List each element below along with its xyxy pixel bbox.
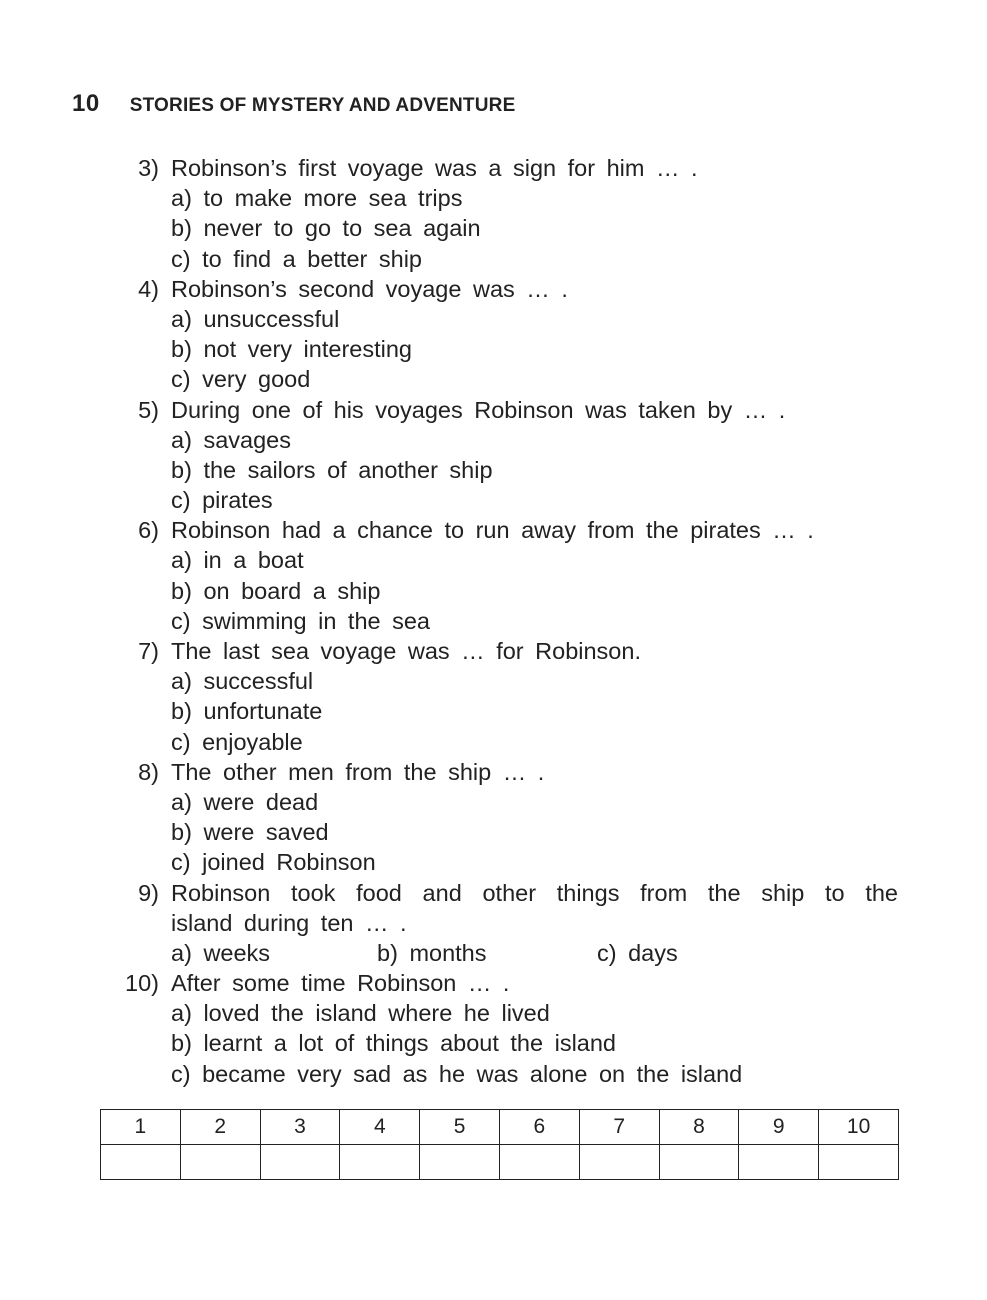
option-4c — [0, 364, 987, 394]
question-4 — [0, 274, 987, 304]
option-text: c) joined Robinson — [171, 849, 376, 876]
option-text: c) days — [597, 939, 678, 966]
answer-header-cell: 1 — [101, 1110, 181, 1145]
answer-table-header-row — [101, 1110, 899, 1145]
question-3 — [0, 153, 987, 183]
answer-cell[interactable] — [819, 1145, 899, 1180]
question-number: 6) — [138, 517, 159, 544]
question-number: 7) — [138, 638, 159, 664]
option-7c — [0, 727, 987, 757]
answer-cell[interactable] — [739, 1145, 819, 1180]
option-5b — [0, 455, 987, 485]
page-number: 10 — [72, 90, 100, 117]
option-text: c) enjoyable — [171, 728, 303, 755]
answer-cell[interactable] — [101, 1145, 181, 1180]
answer-table — [100, 1109, 899, 1180]
option-text: c) became very sad as he was alone on the island — [171, 1060, 743, 1087]
options-9-row — [0, 938, 987, 968]
question-7 — [0, 636, 987, 666]
option-10b — [0, 1028, 987, 1058]
answer-header-cell: 6 — [499, 1110, 579, 1145]
option-8b — [0, 817, 987, 847]
question-text: During one of his voyages Robinson was taken by … . — [171, 396, 786, 423]
option-8c — [0, 847, 987, 877]
question-text: Robinson had a chance to run away from the pirates … . — [171, 517, 814, 544]
option-text: a) to make more sea trips — [171, 185, 463, 212]
question-6 — [0, 515, 987, 545]
question-text: The last sea voyage was … for Robinson. — [171, 638, 641, 664]
option-10c — [0, 1059, 987, 1089]
option-text: c) very good — [171, 366, 311, 393]
option-text: a) successful — [171, 668, 314, 695]
answer-cell[interactable] — [499, 1145, 579, 1180]
answer-header-cell: 2 — [180, 1110, 260, 1145]
option-7b — [0, 696, 987, 726]
question-number: 4) — [138, 275, 159, 302]
question-text: Robinson’s first voyage was a sign for him … . — [171, 155, 698, 181]
option-text: c) swimming in the sea — [171, 607, 430, 634]
option-text: b) never to go to sea again — [171, 215, 481, 242]
question-number: 10) — [125, 970, 159, 997]
option-text: c) to find a better ship — [171, 245, 422, 272]
option-text: b) months — [377, 939, 487, 966]
answer-header-cell: 5 — [420, 1110, 500, 1145]
option-text: a) loved the island where he lived — [171, 1000, 550, 1027]
answer-header-cell: 8 — [659, 1110, 739, 1145]
option-5c — [0, 485, 987, 515]
question-number: 8) — [138, 758, 159, 785]
answer-header-cell: 10 — [819, 1110, 899, 1145]
option-8a — [0, 787, 987, 817]
question-number: 9) — [138, 879, 159, 906]
question-text-line-2: island during ten … . — [171, 909, 407, 936]
answer-header-cell: 3 — [260, 1110, 340, 1145]
option-text: b) not very interesting — [171, 336, 412, 363]
option-6c — [0, 606, 987, 636]
question-number: 5) — [138, 396, 159, 423]
question-8 — [0, 757, 987, 787]
option-text: a) unsuccessful — [171, 305, 340, 332]
answer-header-cell: 7 — [579, 1110, 659, 1145]
option-text: a) were dead — [171, 788, 319, 815]
answer-cell[interactable] — [180, 1145, 260, 1180]
question-text: The other men from the ship … . — [171, 758, 545, 785]
option-text: b) on board a ship — [171, 577, 381, 604]
option-text: a) in a boat — [171, 547, 304, 574]
question-number: 3) — [138, 155, 159, 181]
option-6b — [0, 576, 987, 606]
question-5 — [0, 395, 987, 425]
option-4b — [0, 334, 987, 364]
option-10a — [0, 998, 987, 1028]
option-5a — [0, 425, 987, 455]
option-3c — [0, 244, 987, 274]
option-text: a) weeks — [171, 939, 271, 966]
quiz-question-list — [0, 153, 987, 1089]
answer-cell[interactable] — [420, 1145, 500, 1180]
answer-cell[interactable] — [260, 1145, 340, 1180]
answer-cell[interactable] — [340, 1145, 420, 1180]
question-9-continued — [0, 908, 987, 938]
question-text: After some time Robinson … . — [171, 970, 510, 997]
option-3b — [0, 213, 987, 243]
option-text: a) savages — [171, 426, 291, 453]
page-header — [72, 90, 515, 118]
question-text: Robinson’s second voyage was … . — [171, 275, 568, 302]
question-text-line-1: Robinson took food and other things from the ship to the — [171, 879, 898, 906]
option-text: b) unfortunate — [171, 698, 323, 725]
option-7a — [0, 666, 987, 696]
option-4a — [0, 304, 987, 334]
answer-table-input-row — [101, 1145, 899, 1180]
option-3a — [0, 183, 987, 213]
option-6a — [0, 545, 987, 575]
option-text: b) learnt a lot of things about the island — [171, 1030, 616, 1057]
answer-cell[interactable] — [579, 1145, 659, 1180]
option-text: c) pirates — [171, 487, 273, 514]
running-title: STORIES OF MYSTERY AND ADVENTURE — [129, 95, 516, 116]
option-text: b) were saved — [171, 819, 329, 846]
question-10 — [0, 968, 987, 998]
question-9 — [0, 878, 987, 908]
answer-cell[interactable] — [659, 1145, 739, 1180]
answer-header-cell: 9 — [739, 1110, 819, 1145]
answer-header-cell: 4 — [340, 1110, 420, 1145]
option-text: b) the sailors of another ship — [171, 456, 493, 483]
